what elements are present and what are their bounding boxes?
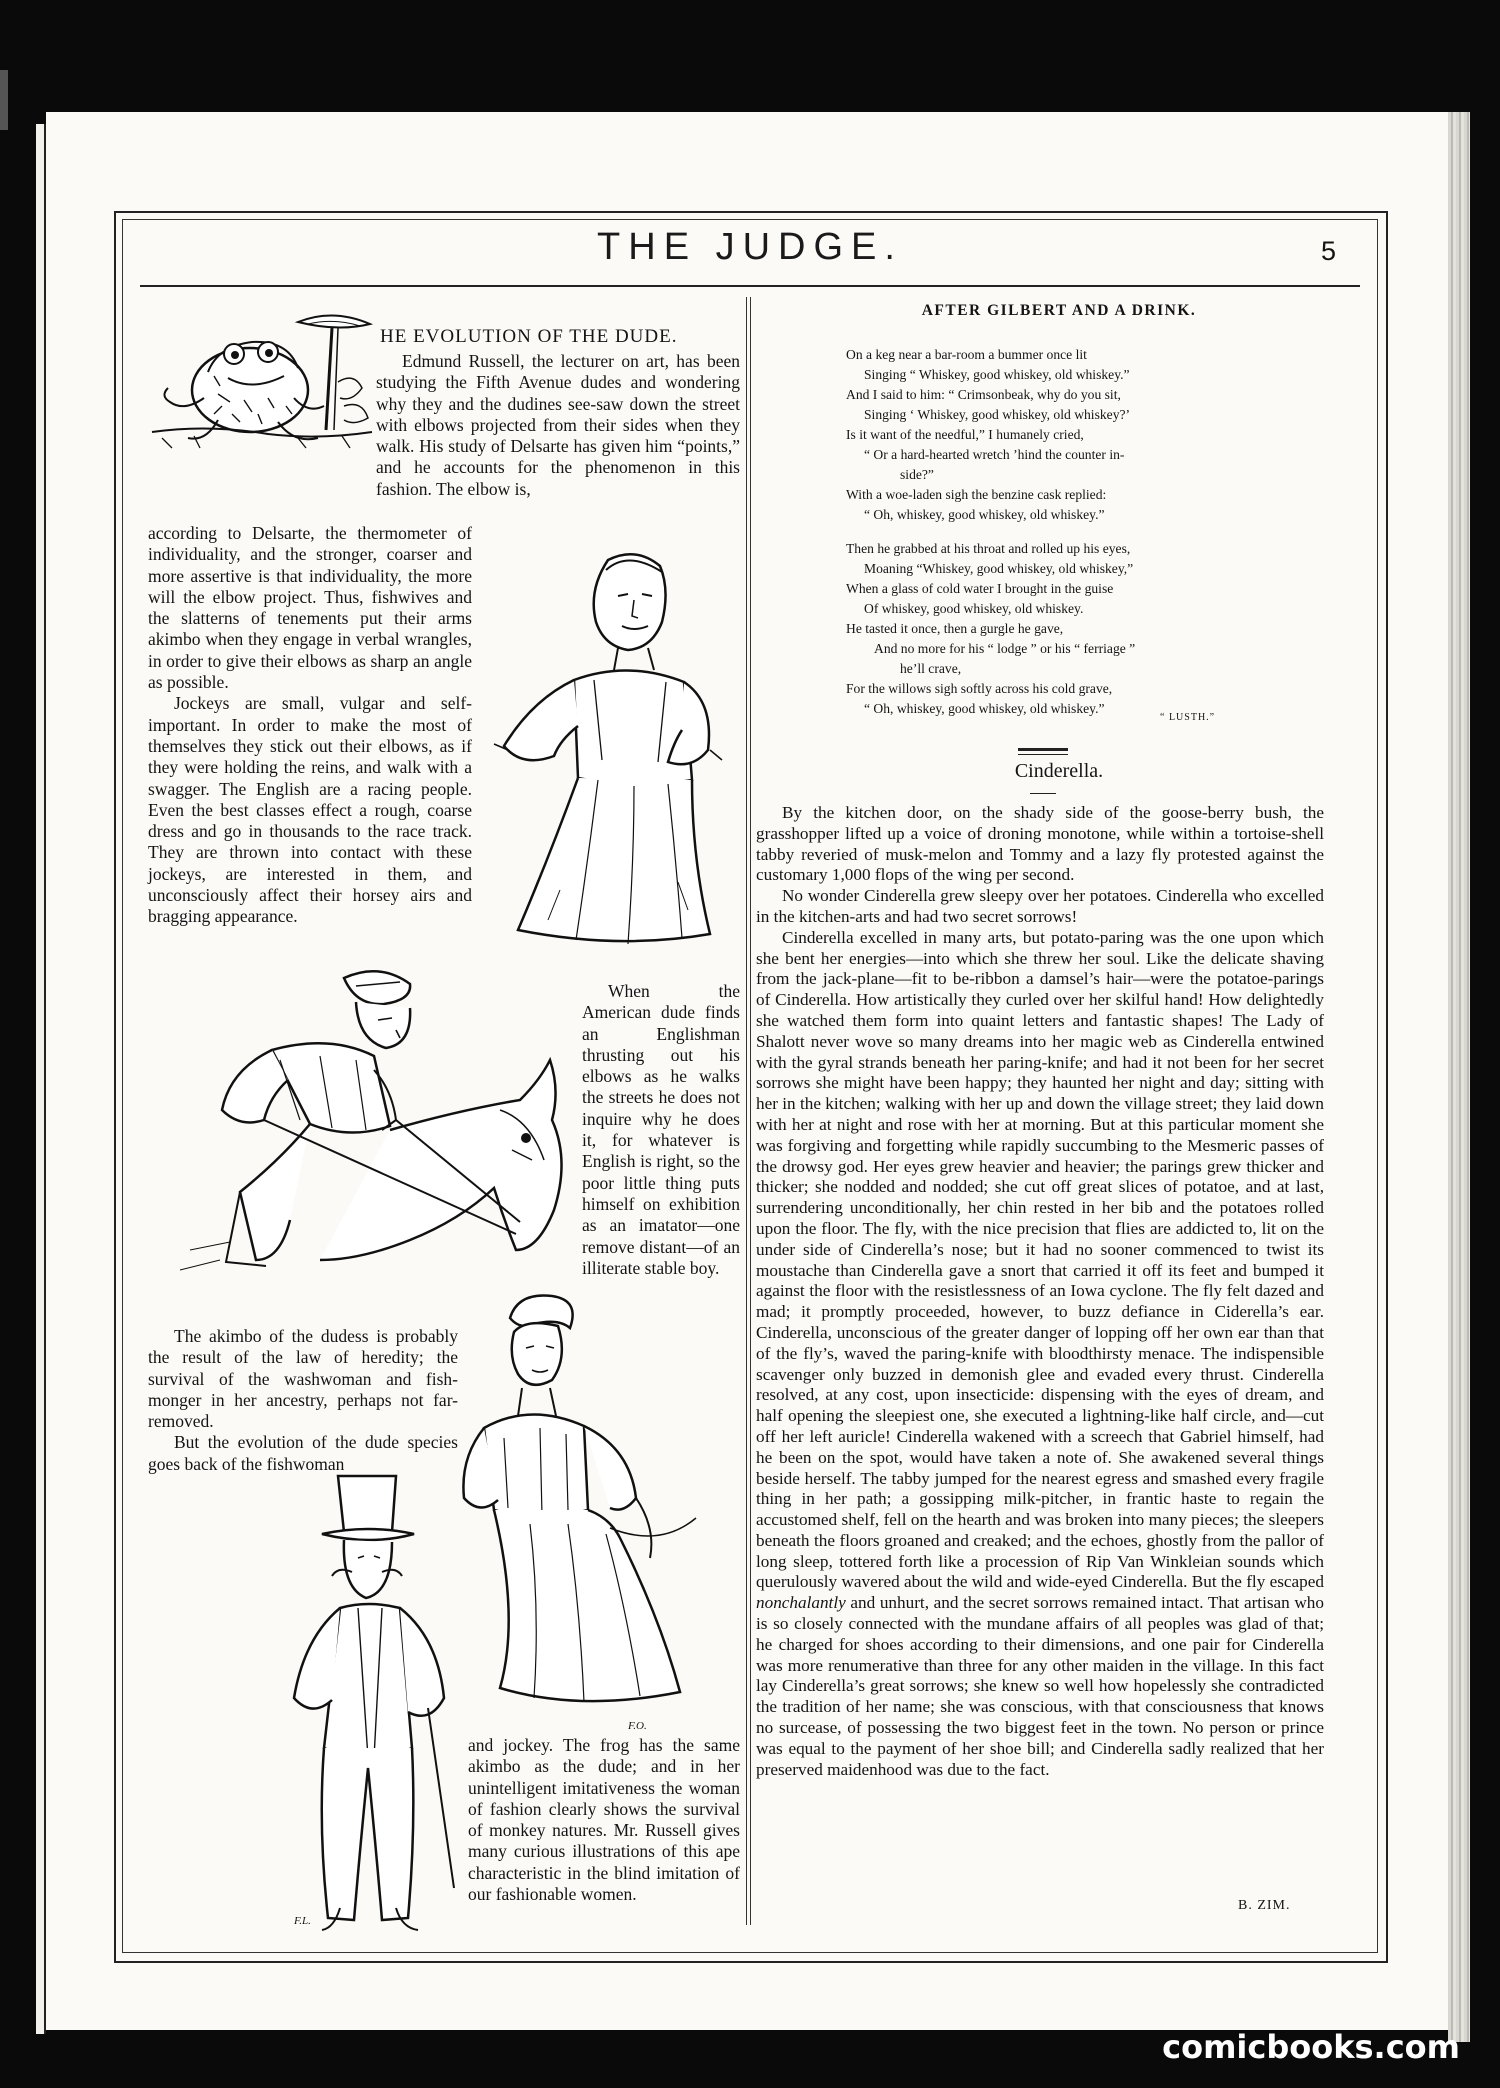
left-article-para1b-text: according to Delsarte, the thermometer of individuality, and the stronger, coarser and more assertive is that individuality, the more will the elbow project. Thus, fishwives and the slatterns of tenements put their arms akimbo when they engage in verbal wrangles, in order to give their elbows as sharp an angle as possible.: [148, 523, 472, 693]
story-title: Cinderella.: [1014, 760, 1104, 782]
binding-edge-marks: [0, 70, 8, 130]
poem-signature: “ LUSTH.”: [1160, 712, 1216, 723]
poem-line: Moaning “Whiskey, good whiskey, old whiskey,”: [864, 561, 1134, 576]
poem-line: side?”: [900, 467, 934, 482]
dude-illustration-signature: F.L.: [294, 1915, 311, 1927]
poem-line: For the willows sigh softly across his cold grave,: [846, 681, 1113, 696]
poem-line: When a glass of cold water I brought in the guise: [846, 581, 1114, 596]
jockey-illustration: [160, 960, 580, 1320]
poem-stanza-gap: [846, 525, 1346, 539]
left-article-para1-cont: [148, 523, 472, 928]
poem-line: Then he grabbed at his throat and rolled up his eyes,: [846, 541, 1131, 556]
left-article-heading: HE EVOLUTION OF THE DUDE.: [380, 326, 678, 347]
poem-line: He tasted it once, then a gurgle he gave,: [846, 621, 1064, 636]
column-divider-second: [750, 297, 751, 1925]
left-article-para4-text: The akimbo of the dudess is probably the result of the law of heredity; the survival of the washwoman and fish-monger in her ancestry, perhaps not far-removed.: [148, 1326, 458, 1432]
story-para3-italic: nonchalantly: [756, 1593, 846, 1613]
left-article-para3-text: When the American dude finds an Englishman thrusting out his elbows as he walks the streets he does not inquire why he does it, for whatever is English is right, so the poor little thing puts himself on exhibition as an imatator—one remove distant—of an illiterate stable boy.: [582, 981, 740, 1278]
poem-line: Of whiskey, good whiskey, old whiskey.: [864, 601, 1084, 616]
story-title-rule: [1030, 793, 1056, 794]
story-para1: By the kitchen door, on the shady side of the goose-berry bush, the grasshopper lifted up a voice of droning monotone, while within a tortoise-shell tabby reveried of musk-melon and Tommy and a lazy fly protested against the customary 1,000 flops of the wing per second.: [756, 803, 1324, 885]
left-article-para3: [582, 981, 740, 1279]
masthead-title: THE JUDGE.: [597, 226, 903, 268]
frog-illustration: [148, 302, 374, 452]
column-divider: [746, 297, 747, 1925]
facing-page-edge: [36, 124, 46, 2034]
poem-line: “ Oh, whiskey, good whiskey, old whiskey.”: [864, 701, 1105, 716]
story-para3-text: Cinderella excelled in many arts, but potato-paring was the one upon which she bent her energies—into which she threw her soul. Like the delicate shaving from the jack-plane—fit to be-ribbon a damsel’s hair—were the potatoe-parings of Cinderella. How artistically they curled over her skilful hand! How delightedly she watched them form into quaint letters and fantastic shapes! The Lady of Shalott never wove so many dreams into her magic web as Cinderella entwined with the gyral strands beneath her paring-knife; and had it not been for her secret sorrows she might have been happy; they haunted her night and day; sitting with her in the kitchen; walking with her up and down the village street; they laid down with her at night and rose with her at morning. But at this particular moment she was forgiving and forgetting while rapidly succumbing to the Mesmeric passes of the drowsy god. Her eyes grew heavier and heavier; the parings grew thicker and thicker; she nodded and nodded; she cut off great slices of potatoe, and at last, surrendering unconditionally, her chin rested in her bib and the potatoes rolled upon the floor. The fly, with the nice precision that flies are addicted to, lit on the under side of Cinderella’s nose; but it had no sooner commenced to twist its moustache than Cinderella gave a snort that carried it off its feet and bumped it against the floor with the resistlessness of an Iowa cyclone. The fly felt dazed and mad; it promptly proceeded, however, to buzz defiance in Ciderella’s ear. Cinderella, unconscious of the greater danger of lopping off her own ear than that of the fly’s, waved the paring-knife with bloodthirsty menace. The indispensible scavenger only buzzed in demonish glee and evaded every thrust. Cinderella resolved, at any cost, upon insecticide: dispensing with the eyes of dream, and half opening the sleepiest one, she executed a lightning-like half circle, and—cut off her left auricle! Cinderella wakened with a screech that Gabriel himself, had he been on the spot, would have taken a note of. She awakened several things beside herself. The tabby jumped for the nearest egress and smashed every fragile thing in her path; a gossipping milk-pitcher, in frantic haste to regain the accustomed shelf, fell on the hearth and was broken into many pieces; the sleepers beneath the floors groaned and creaked; and the echoes, ghostly from the pallor of long sleep, tottered forth like a procession of Rip Van Winkleian sounds which querulously wavered about the wild and wide-eyed Cinderella. But the fly escaped: [756, 927, 1324, 1592]
woman-illustration-signature: F.O.: [628, 1720, 647, 1732]
left-article-para6-text: and jockey. The frog has the same akimbo as the dude; and in her unintelligent imitativeness the woman of fashion clearly shows the survival of monkey natures. Mr. Russell gives many curious illustrations of this ape characteristic in the blind imitation of our fashionable women.: [468, 1735, 740, 1905]
masthead-rule: [140, 285, 1360, 287]
dude-illustration: [278, 1468, 468, 1938]
poem-line: Singing “ Whiskey, good whiskey, old whiskey.”: [864, 367, 1130, 382]
poem-line: he’ll crave,: [900, 661, 962, 676]
fishwife-illustration: [478, 530, 726, 950]
poem-line: “ Oh, whiskey, good whiskey, old whiskey.”: [864, 507, 1105, 522]
left-article-para1: [376, 351, 740, 500]
poem-line: Singing ‘ Whiskey, good whiskey, old whiskey?’: [864, 407, 1131, 422]
poem-line: And no more for his “ lodge ” or his “ ferriage ”: [874, 641, 1136, 656]
poem-line: On a keg near a bar-room a bummer once lit: [846, 347, 1087, 362]
section-rule: [1018, 748, 1068, 751]
page-stack-edge: [1448, 112, 1470, 2042]
poem-line: With a woe-laden sigh the benzine cask replied:: [846, 487, 1107, 502]
left-article-para2-text: Jockeys are small, vulgar and self-important. In order to make the most of themselves they stick out their elbows, as if they were holding the reins, and walk with a swagger. The English are a racing people. Even the best classes effect a rough, coarse dress and go in thousands to the race track. They are thrown into contact with these jockeys, are interested in them, and unconsciously affect their horsey airs and bragging appearance.: [148, 693, 472, 927]
poem-title: AFTER GILBERT AND A DRINK.: [921, 302, 1197, 319]
poem-body: [846, 345, 1346, 719]
left-article-para5-text: But the evolution of the dude species goes back of the fishwoman: [148, 1432, 458, 1474]
society-woman-illustration: [460, 1288, 710, 1732]
left-article-para6: [468, 1735, 740, 1905]
story-para3-tail: and unhurt, and the secret sorrows remained intact. That artisan who is so closely connected with the mundane affairs of all peoples was glad of that; he charged for shoes according to their dimensions, and one pair for Cinderella was more renumerative than three for any other maiden in the village. In this fact lay Cinderella’s great sorrows; she knew so well how hopelessly she contradicted the tradition of her name; she was conscious, with that consciousness that knows no surcease, of possessing the two biggest feet in the town. No person or prince was equal to the payment of her shoe bill; and Cinderella sadly realized that her preserved maidenhood was due to the fact.: [756, 1593, 1324, 1779]
story-para2: No wonder Cinderella grew sleepy over her potatoes. Cinderella who excelled in the kitchen-arts and had two secret sorrows!: [756, 886, 1324, 926]
poem-line: Is it want of the needful,” I humanely cried,: [846, 427, 1084, 442]
story-para3: [756, 928, 1324, 1781]
left-article-para1-text: Edmund Russell, the lecturer on art, has been studying the Fifth Avenue dudes and wondering why they and the dudines see-saw down the street with elbows projected from their sides when they walk. His study of Delsarte has given him “points,” and he accounts for the phenomenon in this fashion. The elbow is,: [376, 351, 740, 499]
page-number: 5: [1320, 236, 1336, 266]
section-rule-thin: [1018, 754, 1068, 755]
poem-line: And I said to him: “ Crimsonbeak, why do you sit,: [846, 387, 1121, 402]
story-body: [756, 803, 1324, 1780]
poem-line: “ Or a hard-hearted wretch ’hind the counter in-: [864, 447, 1125, 462]
left-article-para4: [148, 1326, 458, 1475]
story-byline: B. ZIM.: [1238, 1898, 1291, 1913]
watermark: comicbooks.com: [1162, 2028, 1460, 2066]
